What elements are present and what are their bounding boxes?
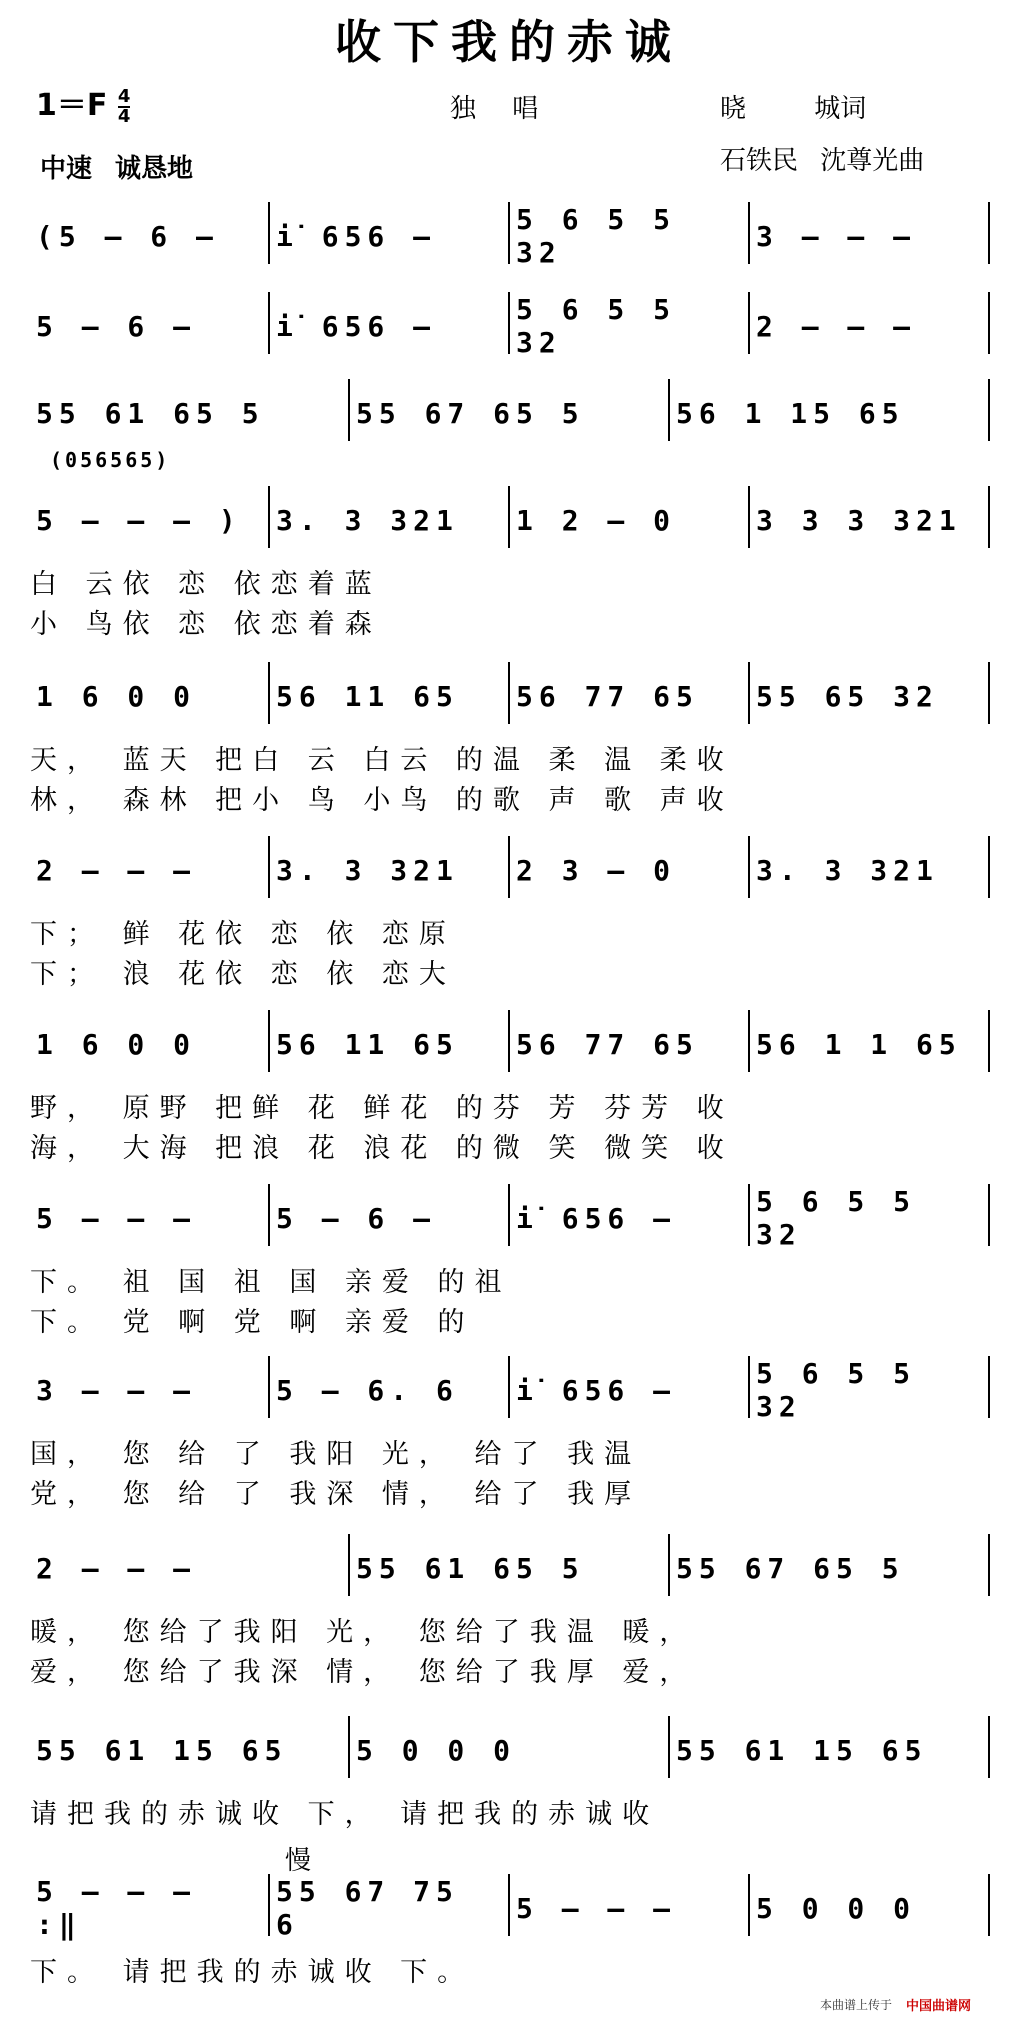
lyrics-verse-1: 下。 祖 国 祖 国 亲爱 的祖 [30, 1267, 512, 1298]
score-row [30, 842, 990, 990]
lyrics-verse-2: 小 鸟依 恋 依恋着森 [30, 609, 382, 640]
barline [668, 1716, 670, 1778]
barline [348, 1534, 350, 1596]
lyrics-verse-2: 下。 党 啊 党 啊 亲爱 的 [30, 1307, 475, 1338]
measure: 56 1 1 65 [756, 1027, 962, 1061]
measure: i̇ 656 – [516, 1201, 677, 1235]
score-row [30, 1357, 990, 1510]
tempo-marking: 中速 诚恳地 [40, 154, 194, 184]
barline [748, 1184, 750, 1246]
measure: 55 61 65 5 [356, 1551, 585, 1585]
measure: 56 11 65 [276, 679, 459, 713]
measure: 5 – – – [516, 1891, 677, 1925]
score-row [30, 293, 990, 368]
lyrics-verse-2: 爱， 您给了我深 情， 您给了我厚 爱， [30, 1657, 697, 1688]
lyrics-verse-1: 野， 原野 把鲜 花 鲜花 的芬 芳 芬芳 收 [30, 1093, 734, 1124]
measure: 56 11 65 [276, 1027, 459, 1061]
barline [348, 1716, 350, 1778]
lyrics-verse-2: 海， 大海 把浪 花 浪花 的微 笑 微笑 收 [30, 1133, 734, 1164]
measure: 55 67 65 5 [356, 396, 585, 430]
barline [268, 486, 270, 548]
lyrics-verse-1: 下； 鲜 花依 恋 依 恋原 [30, 919, 456, 950]
barline [988, 662, 990, 724]
barline [268, 662, 270, 724]
barline [508, 836, 510, 898]
barline [988, 202, 990, 264]
barline [348, 379, 350, 441]
score-row [30, 1540, 990, 1688]
tempo-change: 慢 [285, 1846, 312, 1876]
barline [508, 662, 510, 724]
site-logo: 中国曲谱网 [906, 1999, 972, 2014]
score-row [30, 668, 990, 816]
intro-bracket: (056565) [50, 448, 171, 472]
measure: 55 67 75 6 [276, 1875, 459, 1941]
barline [268, 202, 270, 264]
score-row [30, 1722, 990, 1830]
measure: 55 61 15 65 [676, 1733, 928, 1767]
barline [508, 292, 510, 354]
barline [268, 836, 270, 898]
upload-note: 本曲谱上传于 [820, 1998, 893, 2012]
measure: 5 – – – :‖ [36, 1875, 197, 1941]
measure: 5 6 5 5 32 [756, 1185, 917, 1251]
barline [988, 1010, 990, 1072]
lyrics-verse-1: 白 云依 恋 依恋着蓝 [30, 569, 382, 600]
measure: 55 61 15 65 [36, 1733, 288, 1767]
performance-type: 独 唱 [450, 94, 553, 124]
barline [508, 1356, 510, 1418]
barline [988, 292, 990, 354]
composer-credit: 石铁民 沈尊光曲 [720, 146, 925, 176]
measure: 5 – 6 – [36, 309, 197, 343]
barline [988, 1534, 990, 1596]
measure: 55 67 65 5 [676, 1551, 905, 1585]
barline [268, 1356, 270, 1418]
measure: 2 3 – 0 [516, 853, 677, 887]
time-signature [117, 85, 131, 127]
measure: 2 – – – [756, 309, 917, 343]
measure: 5 – 6 – [276, 1201, 437, 1235]
barline [748, 836, 750, 898]
measure: 3 3 3 321 [756, 503, 962, 537]
lyricist-credit: 晓 城词 [720, 94, 867, 124]
barline [268, 292, 270, 354]
measure: 55 61 65 5 [36, 396, 265, 430]
measure: 1 6 0 0 [36, 679, 197, 713]
measure: 5 6 5 5 32 [516, 293, 677, 359]
measure: 3. 3 321 [276, 503, 459, 537]
measure: 5 6 5 5 32 [516, 203, 677, 269]
barline [508, 1874, 510, 1936]
measure: 3 – – – [756, 219, 917, 253]
measure: 56 77 65 [516, 1027, 699, 1061]
lyrics-verse-2: 下； 浪 花依 恋 依 恋大 [30, 959, 456, 990]
barline [268, 1010, 270, 1072]
lyrics-verse-1: 暖， 您给了我阳 光， 您给了我温 暖， [30, 1617, 697, 1648]
measure: 1 2 – 0 [516, 503, 677, 537]
measure: 3. 3 321 [756, 853, 939, 887]
barline [748, 202, 750, 264]
score-row [30, 1185, 990, 1338]
lyrics-verse-1: 下。 请把我的赤诚收 下。 [30, 1957, 475, 1988]
score-row [30, 1016, 990, 1164]
measure: 5 – – – ) [36, 503, 242, 537]
barline [508, 486, 510, 548]
barline [988, 1716, 990, 1778]
measure: 2 – – – [36, 1551, 197, 1585]
barline [268, 1184, 270, 1246]
score-row [30, 385, 990, 455]
barline [668, 379, 670, 441]
barline [268, 1874, 270, 1936]
key-label: 1＝F [36, 88, 108, 123]
measure: 56 77 65 [516, 679, 699, 713]
key-signature [36, 80, 130, 126]
lyrics-verse-2: 党， 您 给 了 我深 情， 给了 我厚 [30, 1479, 642, 1510]
measure: i̇ 656 – [276, 309, 437, 343]
barline [988, 379, 990, 441]
measure: 55 65 32 [756, 679, 939, 713]
barline [988, 486, 990, 548]
lyrics-verse-2: 林， 森林 把小 鸟 小鸟 的歌 声 歌 声收 [30, 785, 734, 816]
barline [748, 486, 750, 548]
measure: i̇ 656 – [516, 1373, 677, 1407]
barline [988, 836, 990, 898]
barline [508, 1010, 510, 1072]
measure: 2 – – – [36, 853, 197, 887]
barline [748, 1010, 750, 1072]
measure: 5 0 0 0 [356, 1733, 517, 1767]
measure: i̇ 656 – [276, 219, 437, 253]
lyrics-verse-1: 国， 您 给 了 我阳 光， 给了 我温 [30, 1439, 642, 1470]
measure: 3 – – – [36, 1373, 197, 1407]
measure: 3. 3 321 [276, 853, 459, 887]
measure: 56 1 15 65 [676, 396, 905, 430]
measure: (5 – 6 – [36, 219, 219, 253]
time-bottom: 4 [117, 105, 131, 127]
barline [748, 1874, 750, 1936]
barline [748, 1356, 750, 1418]
score-row [30, 448, 990, 640]
page-title: 收下我的赤诚 [335, 15, 683, 69]
barline [508, 1184, 510, 1246]
barline [668, 1534, 670, 1596]
barline [988, 1184, 990, 1246]
measure: 5 0 0 0 [756, 1891, 917, 1925]
score-row [30, 1846, 990, 1988]
barline [988, 1356, 990, 1418]
measure: 5 – 6. 6 [276, 1373, 459, 1407]
lyrics-verse-1: 天， 蓝天 把白 云 白云 的温 柔 温 柔收 [30, 745, 734, 776]
barline [748, 292, 750, 354]
barline [748, 662, 750, 724]
lyrics-verse-1: 请把我的赤诚收 下， 请把我的赤诚收 [30, 1799, 660, 1830]
barline [508, 202, 510, 264]
barline [988, 1874, 990, 1936]
measure: 5 6 5 5 32 [756, 1357, 917, 1423]
measure: 1 6 0 0 [36, 1027, 197, 1061]
score-row [30, 203, 990, 278]
measure: 5 – – – [36, 1201, 197, 1235]
time-top: 4 [117, 85, 131, 107]
